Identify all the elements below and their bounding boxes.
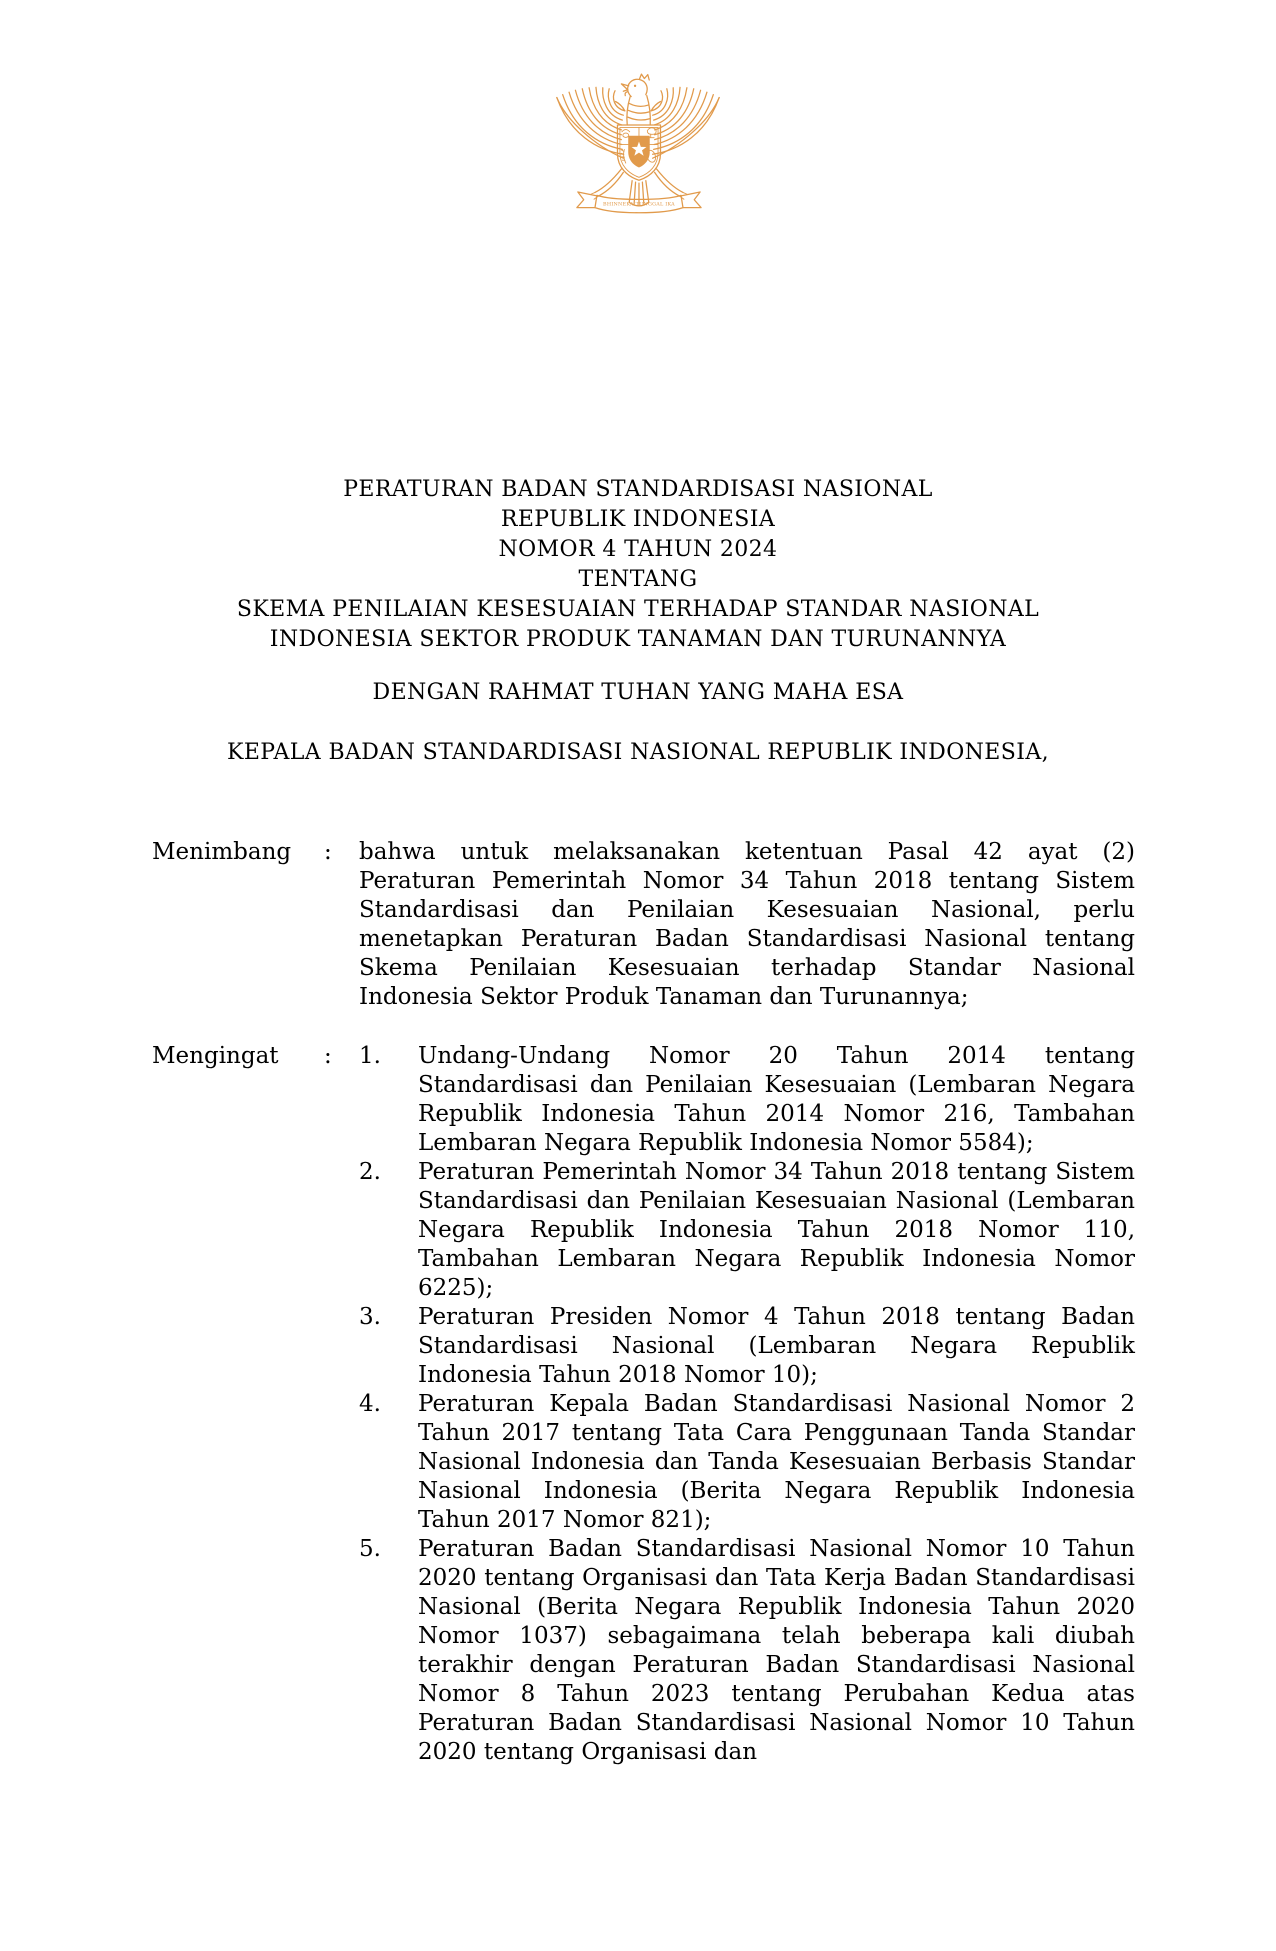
title-line-5: SKEMA PENILAIAN KESESUAIAN TERHADAP STANDAR NASIONAL (236, 597, 1040, 622)
item-text: Peraturan Pemerintah Nomor 34 Tahun 2018 tentang Sistem Standardisasi dan Penilaian Kesesuaian Nasional (Lembaran Negara Republik Indonesia Tahun 2018 Nomor 110, Tambahan Lembaran Negara Republik Indonesia Nomor 6225); (418, 1159, 1135, 1301)
item-number: 3. (359, 1304, 381, 1330)
mengingat-colon: : (324, 1043, 332, 1069)
mengingat-label: Mengingat (152, 1043, 279, 1069)
item-number: 1. (359, 1043, 381, 1069)
item-number: 5. (359, 1536, 381, 1562)
legal-basis-item-2 (359, 1158, 1135, 1303)
legal-basis-item-1 (359, 1042, 1135, 1158)
item-text: Peraturan Badan Standardisasi Nasional Nomor 10 Tahun 2020 tentang Organisasi dan Tata Kerja Badan Standardisasi Nasional (Berita Negara Republik Indonesia Tahun 2020 Nomor 1037) sebagaimana telah beberapa kali diubah terakhir dengan Peraturan Badan Standardisasi Nasional Nomor 8 Tahun 2023 tentang Perubahan Kedua atas Peraturan Badan Standardisasi Nasional Nomor 10 Tahun 2020 tentang Organisasi dan (418, 1536, 1135, 1765)
legal-basis-item-5 (359, 1535, 1135, 1767)
legal-basis-item-4 (359, 1390, 1135, 1535)
title-line-3: NOMOR 4 TAHUN 2024 (498, 537, 778, 562)
menimbang-text: bahwa untuk melaksanakan ketentuan Pasal 42 ayat (2) Peraturan Pemerintah Nomor 34 Tahun 2018 tentang Sistem Standardisasi dan Penilaian Kesesuaian Nasional, perlu menetapkan Peraturan Badan Standardisasi Nasional tentang Skema Penilaian Kesesuaian terhadap Standar Nasional Indonesia Sektor Produk Tanaman dan Turunannya; (359, 839, 1135, 1010)
item-text: Peraturan Presiden Nomor 4 Tahun 2018 tentang Badan Standardisasi Nasional (Lembaran Negara Republik Indonesia Tahun 2018 Nomor 10); (418, 1304, 1135, 1388)
official-line: KEPALA BADAN STANDARDISASI NASIONAL REPUBLIK INDONESIA, (226, 740, 1049, 765)
item-number: 2. (359, 1159, 381, 1185)
title-line-1: PERATURAN BADAN STANDARDISASI NASIONAL (343, 477, 933, 502)
item-text: Undang-Undang Nomor 20 Tahun 2014 tentang Standardisasi dan Penilaian Kesesuaian (Lembaran Negara Republik Indonesia Tahun 2014 Nomor 216, Tambahan Lembaran Negara Republik Indonesia Nomor 5584); (418, 1043, 1135, 1156)
title-line-4: TENTANG (578, 567, 698, 592)
title-line-2: REPUBLIK INDONESIA (500, 507, 776, 532)
menimbang-colon: : (324, 839, 332, 865)
title-line-6: INDONESIA SEKTOR PRODUK TANAMAN DAN TURUNANNYA (269, 627, 1007, 652)
title-block (0, 475, 1276, 655)
mengingat-list (359, 1042, 1135, 1767)
ribbon-text: BHINNEKA TUNGGAL IKA (603, 201, 675, 208)
menimbang-label: Menimbang (152, 839, 292, 865)
invocation-line: DENGAN RAHMAT TUHAN YANG MAHA ESA (372, 680, 904, 705)
mengingat-section (152, 1042, 1135, 1767)
garuda-pancasila-emblem (550, 72, 726, 219)
item-text: Peraturan Kepala Badan Standardisasi Nasional Nomor 2 Tahun 2017 tentang Tata Cara Penggunaan Tanda Standar Nasional Indonesia dan Tanda Kesesuaian Berbasis Standar Nasional Indonesia (Berita Negara Republik Indonesia Tahun 2017 Nomor 821); (418, 1391, 1135, 1533)
menimbang-section (152, 838, 1135, 1012)
legal-basis-item-3 (359, 1303, 1135, 1390)
item-number: 4. (359, 1391, 381, 1417)
